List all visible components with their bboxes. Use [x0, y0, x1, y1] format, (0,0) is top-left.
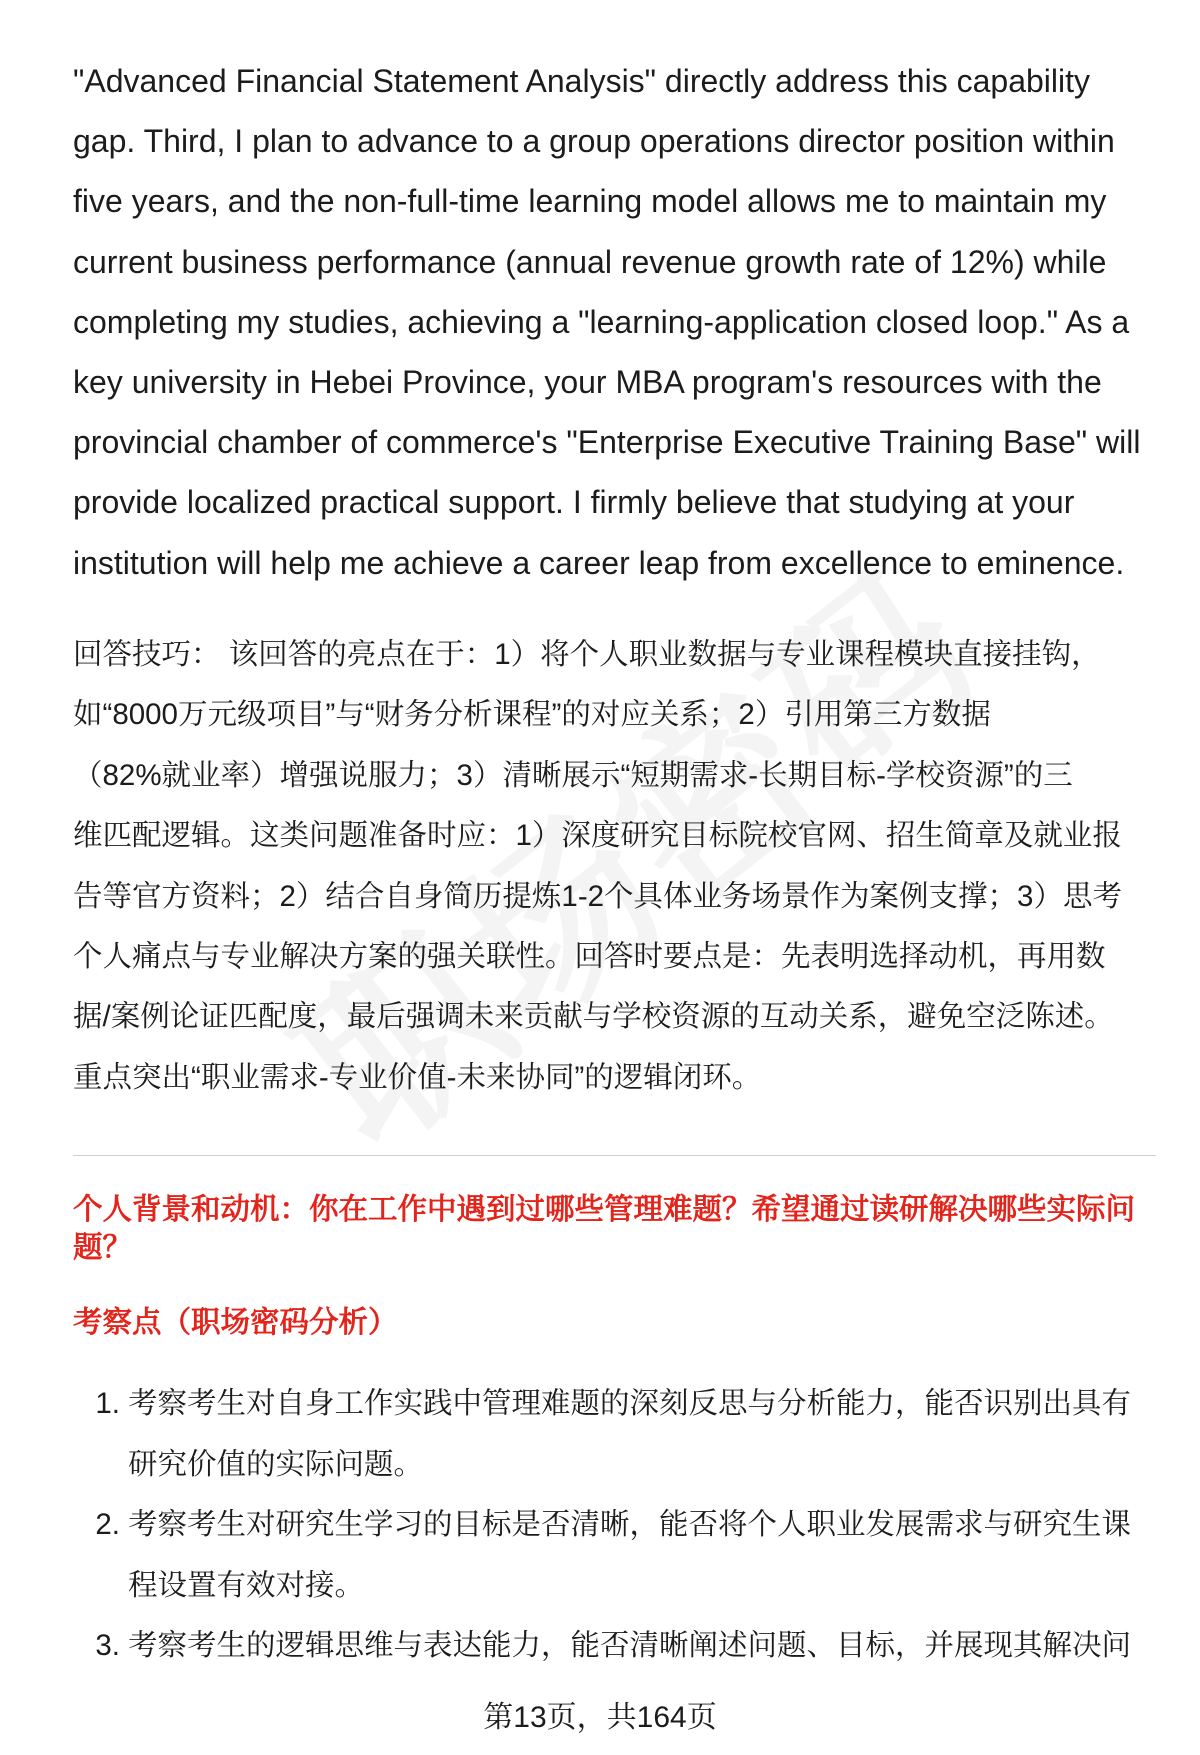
- list-item-number: 1.: [95, 1387, 120, 1420]
- answer-tips-line: （82%就业率）增强说服力；3）清晰展示“短期需求-长期目标-学校资源”的三: [73, 758, 1073, 792]
- english-paragraph-line: current business performance (annual revenue growth rate of 12%) while: [73, 243, 1107, 280]
- list-item-text-line: 考察考生对研究生学习的目标是否清晰，能否将个人职业发展需求与研究生课: [128, 1508, 1132, 1542]
- assessment-points-list: [0, 1374, 1200, 1677]
- english-paragraph-line: five years, and the non-full-time learning model allows me to maintain my: [73, 183, 1107, 220]
- assessment-points-subheading: 考察点（职场密码分析）: [73, 1306, 398, 1339]
- page-footer: 第13页，共164页: [483, 1701, 717, 1734]
- list-item-text: [128, 1374, 1200, 1495]
- english-paragraph-line: key university in Hebei Province, your MBA program's resources with the: [73, 363, 1102, 400]
- list-item: [0, 1616, 1200, 1677]
- list-item-number: 3.: [95, 1629, 120, 1663]
- answer-tips-line: 告等官方资料；2）结合自身简历提炼1-2个具体业务场景作为案例支撑；3）思考: [73, 879, 1122, 913]
- list-item-text-line: 研究价值的实际问题。: [128, 1447, 424, 1481]
- question-heading-line: 题？: [73, 1231, 133, 1264]
- section-divider: [73, 1155, 1156, 1156]
- answer-tips-paragraph: [73, 625, 1122, 1108]
- list-item-text: [128, 1495, 1200, 1616]
- english-paragraph-line: institution will help me achieve a career leap from excellence to eminence.: [73, 544, 1125, 581]
- list-item-text: [128, 1616, 1200, 1677]
- english-paragraph: [73, 51, 1140, 593]
- answer-tips-line: 如“8000万元级项目”与“财务分析课程”的对应关系；2）引用第三方数据: [73, 698, 991, 732]
- question-heading: [73, 1191, 1135, 1267]
- answer-tips-line: 重点突出“职业需求-专业价值-未来协同”的逻辑闭环。: [73, 1060, 762, 1094]
- answer-tips-line: 个人痛点与专业解决方案的强关联性。回答时要点是：先表明选择动机，再用数: [73, 939, 1106, 973]
- english-paragraph-line: provide localized practical support. I firmly believe that studying at your: [73, 484, 1075, 521]
- answer-tips-line: 维匹配逻辑。这类问题准备时应：1）深度研究目标院校官网、招生简章及就业报: [73, 819, 1122, 853]
- english-paragraph-line: completing my studies, achieving a "learning-application closed loop." As a: [73, 303, 1130, 340]
- list-item-text-line: 考察考生对自身工作实践中管理难题的深刻反思与分析能力，能否识别出具有: [128, 1387, 1132, 1420]
- list-item-text-line: 程设置有效对接。: [128, 1568, 365, 1602]
- question-heading-line: 个人背景和动机：你在工作中遇到过哪些管理难题？希望通过读研解决哪些实际问: [73, 1193, 1136, 1226]
- list-item: [0, 1374, 1200, 1495]
- list-item-number: 2.: [95, 1508, 120, 1542]
- answer-tips-line: 据/案例论证匹配度，最后强调未来贡献与学校资源的互动关系，避免空泛陈述。: [73, 1000, 1114, 1034]
- list-item-text-line: 考察考生的逻辑思维与表达能力，能否清晰阐述问题、目标，并展现其解决问: [128, 1629, 1132, 1663]
- english-paragraph-line: "Advanced Financial Statement Analysis" directly address this capability: [73, 63, 1090, 99]
- english-paragraph-line: gap. Third, I plan to advance to a group operations director position within: [73, 123, 1115, 160]
- list-item: [0, 1495, 1200, 1616]
- english-paragraph-line: provincial chamber of commerce's "Enterprise Executive Training Base" will: [73, 424, 1141, 461]
- answer-tips-line: 回答技巧： 该回答的亮点在于：1）将个人职业数据与专业课程模块直接挂钩，: [73, 638, 1101, 671]
